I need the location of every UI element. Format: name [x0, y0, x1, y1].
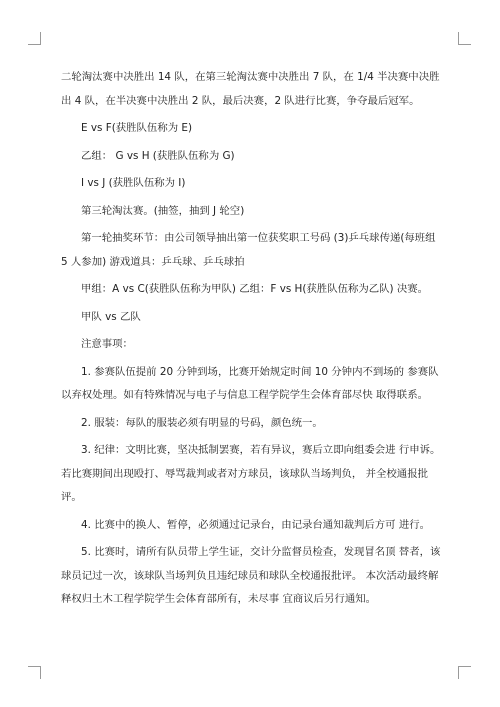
paragraph-lottery: 第一轮抽奖环节：由公司领导抽出第一位获奖职工号码 (3)乒乓球传递(每班组 5 人参加) 游戏道具：乒乓球、乒乓球拍: [61, 232, 436, 268]
paragraph-notes-heading: 注意事项：: [81, 338, 133, 350]
paragraph-group-b: 乙组： G vs H (获胜队伍称为 G): [81, 149, 235, 162]
corner-mark-bottom-right: [458, 666, 471, 679]
paragraph-final-match: 甲队 vs 乙队: [81, 310, 141, 323]
paragraph-note-1: 1. 参赛队伍提前 20 分钟到场，比赛开始规定时间 10 分钟内不到场的 参赛队以弃权处理。如有特殊情况与电子与信息工程学院学生会体育部尽快 取得联系。: [61, 365, 439, 401]
paragraph-note-3: 3. 纪律：文明比赛，坚决抵制罢赛，若有异议，赛后立即向组委会进 行申诉。若比赛期间出现殴打、辱骂裁判或者对方球员，该球队当场判负， 并全校通报批评。: [61, 444, 441, 503]
corner-mark-top-left: [28, 32, 41, 45]
paragraph-match-e-f: E vs F(获胜队伍称为 E): [81, 122, 193, 134]
paragraph-rounds: 二轮淘汰赛中决胜出 14 队，在第三轮淘汰赛中决胜出 7 队，在 1/4 半决赛中决胜出 4 队，在半决赛中决胜出 2 队，最后决赛，2 队进行比赛，争夺最后冠军。: [61, 71, 440, 107]
document-body: [61, 66, 443, 612]
paragraph-note-5: 5. 比赛时，请所有队员带上学生证，交计分监督员检查，发现冒名顶 替者，该球员记过一次，该球队当场判负且违纪球员和球队全校通报批评。 本次活动最终解释权归土木工程学院学生会体育部所有，未尽事 宜商议后另行通知。: [61, 546, 441, 605]
paragraph-third-round: 第三轮淘汰赛。(抽签，抽到 J 轮空): [81, 204, 245, 217]
paragraph-match-i-j: I vs J (获胜队伍称为 I): [81, 177, 186, 189]
paragraph-note-2: 2. 服装：每队的服装必须有明显的号码，颜色统一。: [81, 416, 323, 429]
corner-mark-bottom-left: [28, 666, 41, 679]
paragraph-group-final: 甲组：A vs C(获胜队伍称为甲队) 乙组：F vs H(获胜队伍称为乙队) 决赛。: [81, 283, 429, 295]
corner-mark-top-right: [458, 32, 471, 45]
paragraph-note-4: 4. 比赛中的换人、暂停，必须通过记录台，由记录台通知裁判后方可 进行。: [81, 518, 431, 531]
